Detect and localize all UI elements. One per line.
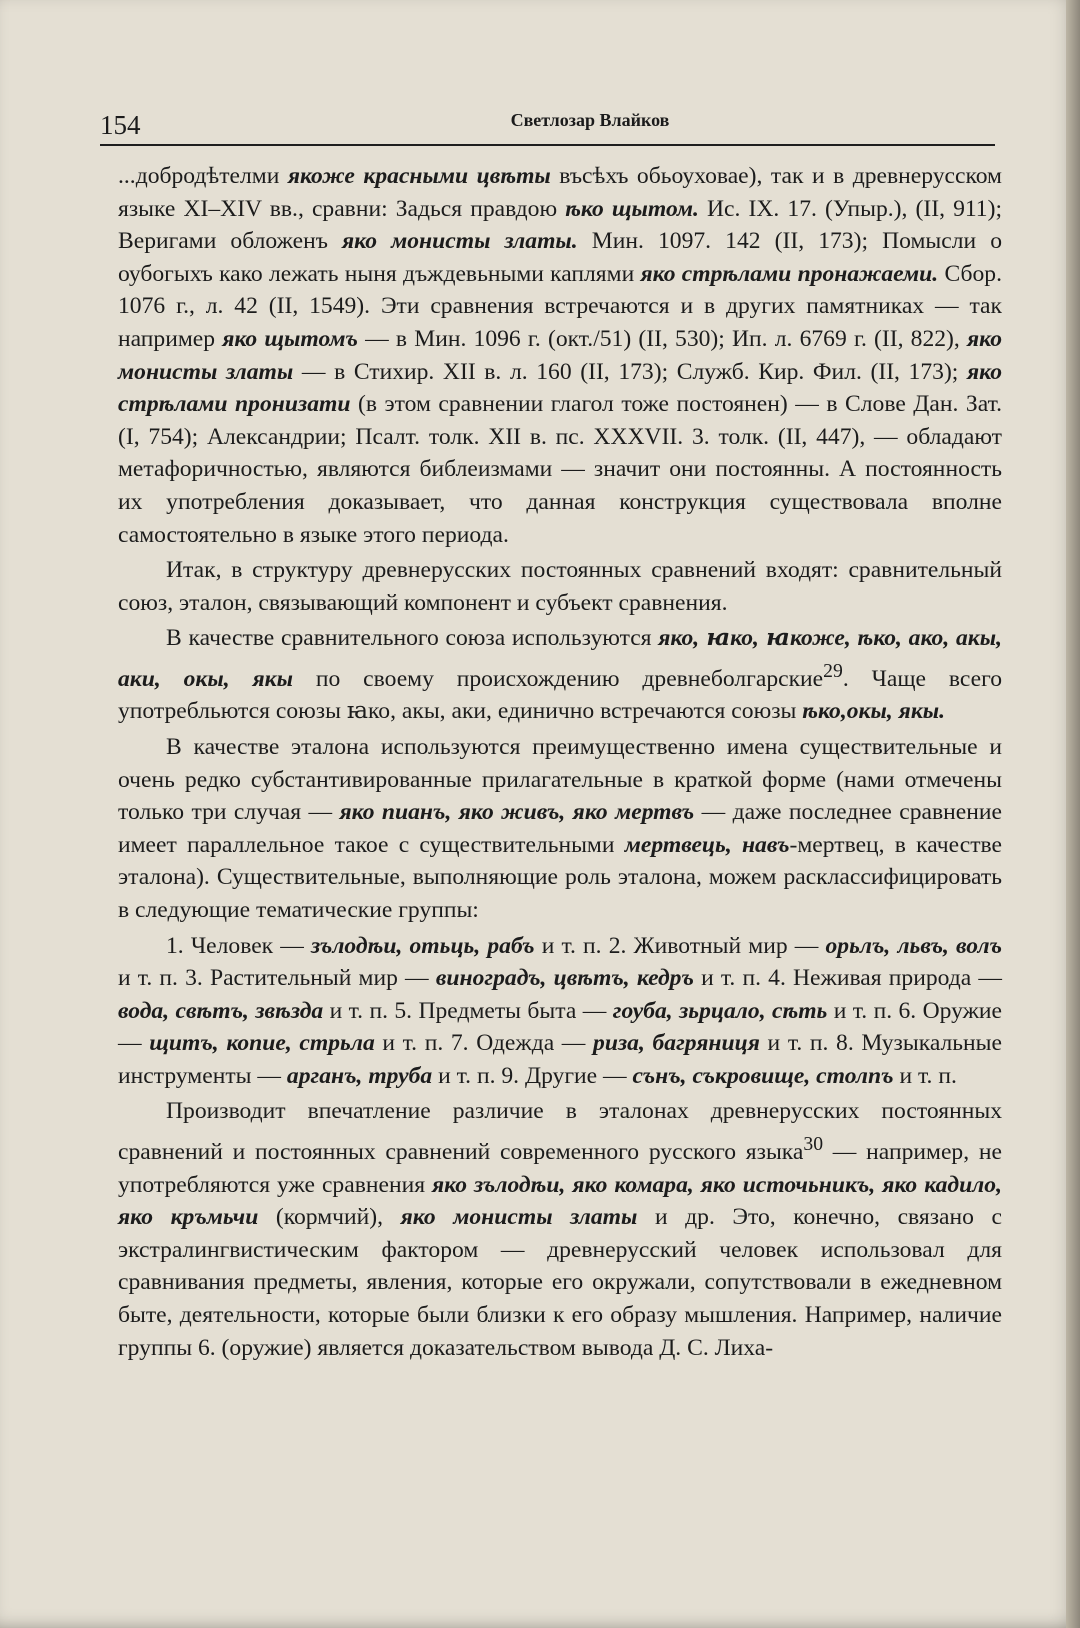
emphasis-text: яко, ꙗко, ꙗкоже, ѣко, ако, акы, аки, окы, якы	[118, 625, 1002, 692]
emphasis-text: виноградъ, цвѣтъ, кедръ	[435, 965, 694, 992]
text-run: и т. п. 4. Неживая природа —	[693, 965, 1002, 992]
text-run: и т. п. 9. Другие —	[432, 1062, 633, 1089]
emphasis-text: якоже красными цвѣты	[287, 163, 551, 189]
book-spine-shadow	[1066, 0, 1080, 1628]
text-run: и т. п. 6. Оружие —	[118, 997, 1003, 1057]
text-run: и т. п. 5. Предметы быта —	[323, 997, 613, 1024]
running-head: Светлозар Влайков	[510, 110, 670, 130]
emphasis-text: ѣко щытом.	[565, 195, 699, 222]
text-run: и т. п. 3. Растительный мир —	[118, 965, 436, 992]
emphasis-text: яко монисты златы.	[342, 228, 578, 255]
text-run: -мертвец, в качестве эталона). Существительные, выполняющие роль эталона, можем расклассифицировать в следующие тематические группы:	[118, 831, 1002, 923]
emphasis-text: сънъ, съкровище, столпъ	[632, 1062, 894, 1089]
emphasis-text: яко зълодѣи, яко комара, яко источьникъ, яко кадило, яко кръмьчи	[118, 1171, 1002, 1231]
paragraph	[118, 554, 1002, 619]
paragraph	[118, 930, 1002, 1093]
emphasis-text: яко пианъ, яко живъ, яко мертвъ	[339, 799, 695, 826]
text-run: и т. п.	[893, 1062, 957, 1089]
emphasis-text: щитъ, копие, стрьла	[149, 1030, 375, 1057]
text-run: (кормчий),	[258, 1204, 401, 1231]
emphasis-text: орьлъ, львъ, волъ	[825, 932, 1002, 959]
text-run: — в Мин. 1096 г. (окт./51) (II, 530); Ип. л. 6769 г. (II, 822),	[357, 325, 967, 352]
emphasis-text: гоуба, зьрцало, сѣть	[612, 997, 828, 1024]
emphasis-text: яко стрѣлами пронизати	[118, 358, 1002, 418]
text-run: (в этом сравнении глагол тоже постоянен) — в Слове Дан. Зат. (I, 754); Александрии; Псалт. толк. XII в. пс. XXXVII. 3. толк. (II, 447), — обладают метафоричностью, являются библеизмами — значит они постоянны. А постоянность их употребления доказывает, что данная конструкция существовала вполне самостоятельно в языке этого периода.	[118, 391, 1003, 548]
text-run: Производит впечатление различие в эталонах древнерусских постоянных сравнений и постоянных сравнений современного русского языка	[118, 1098, 1002, 1165]
footnote-ref: 30	[803, 1133, 824, 1156]
text-run: Сбор. 1076 г., л. 42 (II, 1549). Эти сравнения встречаются и в других памятниках — так например	[118, 260, 1003, 352]
header-rule	[100, 144, 995, 146]
text-run: и др. Это, конечно, связано с экстралингвистическим фактором — древнерусский человек использовал для сравнивания предметы, явления, которые его окружали, сопутствовали в ежедневном быте, деятельности, которые были близки к его образу мышления. Например, наличие группы 6. (оружие) является доказательством вывода Д. С. Лиха-	[118, 1204, 1002, 1361]
text-run: въсѣхъ обьоуховае), так и в древнерусском языке XI–XIV вв., сравни: Задься правдою	[118, 163, 1002, 222]
text-run: — даже последнее сравнение имеет параллельное такое с существительными	[118, 799, 1002, 858]
text-run: Итак, в структуру древнерусских постоянных сравнений входят: сравнительный союз, эталон, связывающий компонент и субъект сравнения.	[118, 557, 1002, 616]
page-header	[100, 104, 995, 150]
paragraph	[118, 160, 1002, 551]
text-run: 1. Человек —	[166, 932, 311, 959]
text-run: — например, не употребляются уже сравнения	[118, 1138, 1002, 1198]
emphasis-text: яко стрѣлами пронажаеми.	[640, 260, 939, 287]
text-run: и т. п. 8. Музыкальные инструменты —	[118, 1030, 1002, 1089]
text-run: ...добродѣтелми	[118, 163, 288, 189]
text-run: по своему происхождению древнеболгарские	[293, 665, 824, 692]
page-number: 154	[100, 110, 141, 140]
text-run: и т. п. 7. Одежда —	[374, 1030, 594, 1057]
paragraph	[118, 731, 1002, 927]
paragraph	[118, 1095, 1002, 1364]
emphasis-text: яко монисты златы	[118, 325, 1003, 385]
text-run: и т. п. 2. Животный мир —	[534, 932, 826, 959]
emphasis-text: вода, свѣтъ, звѣзда	[118, 997, 324, 1024]
emphasis-text: зълодѣи, отьць, рабъ	[311, 932, 535, 959]
emphasis-text: яко монисты златы	[400, 1204, 638, 1231]
emphasis-text: арганъ, труба	[286, 1062, 433, 1089]
body-text	[118, 160, 1002, 1364]
text-run: . Чаще всего употребльются союзы ꙗко, акы, аки, единично встречаются союзы	[118, 665, 1002, 725]
text-run: Мин. 1097. 142 (II, 173); Помысли о оубогыхъ како лежать ныня дъждевьными каплями	[118, 228, 1003, 287]
text-run: В качестве сравнительного союза используются	[166, 625, 659, 652]
emphasis-text: риза, багряниця	[593, 1030, 760, 1057]
footnote-ref: 29	[823, 659, 843, 682]
paragraph	[118, 622, 1002, 728]
text-run: — в Стихир. XII в. л. 160 (II, 173); Служб. Кир. Фил. (II, 173);	[293, 358, 967, 385]
text-run: В качестве эталона используются преимущественно имена существительные и очень редко субстантивированные прилагательные в краткой форме (нами отмечены только три случая —	[118, 733, 1002, 826]
text-run: Ис. IX. 17. (Упыр.), (II, 911); Веригами обложенъ	[118, 195, 1002, 255]
emphasis-text: ѣко,окы, якы.	[802, 698, 946, 725]
emphasis-text: яко щытомъ	[222, 325, 358, 352]
emphasis-text: мертвець, навъ	[624, 831, 790, 858]
